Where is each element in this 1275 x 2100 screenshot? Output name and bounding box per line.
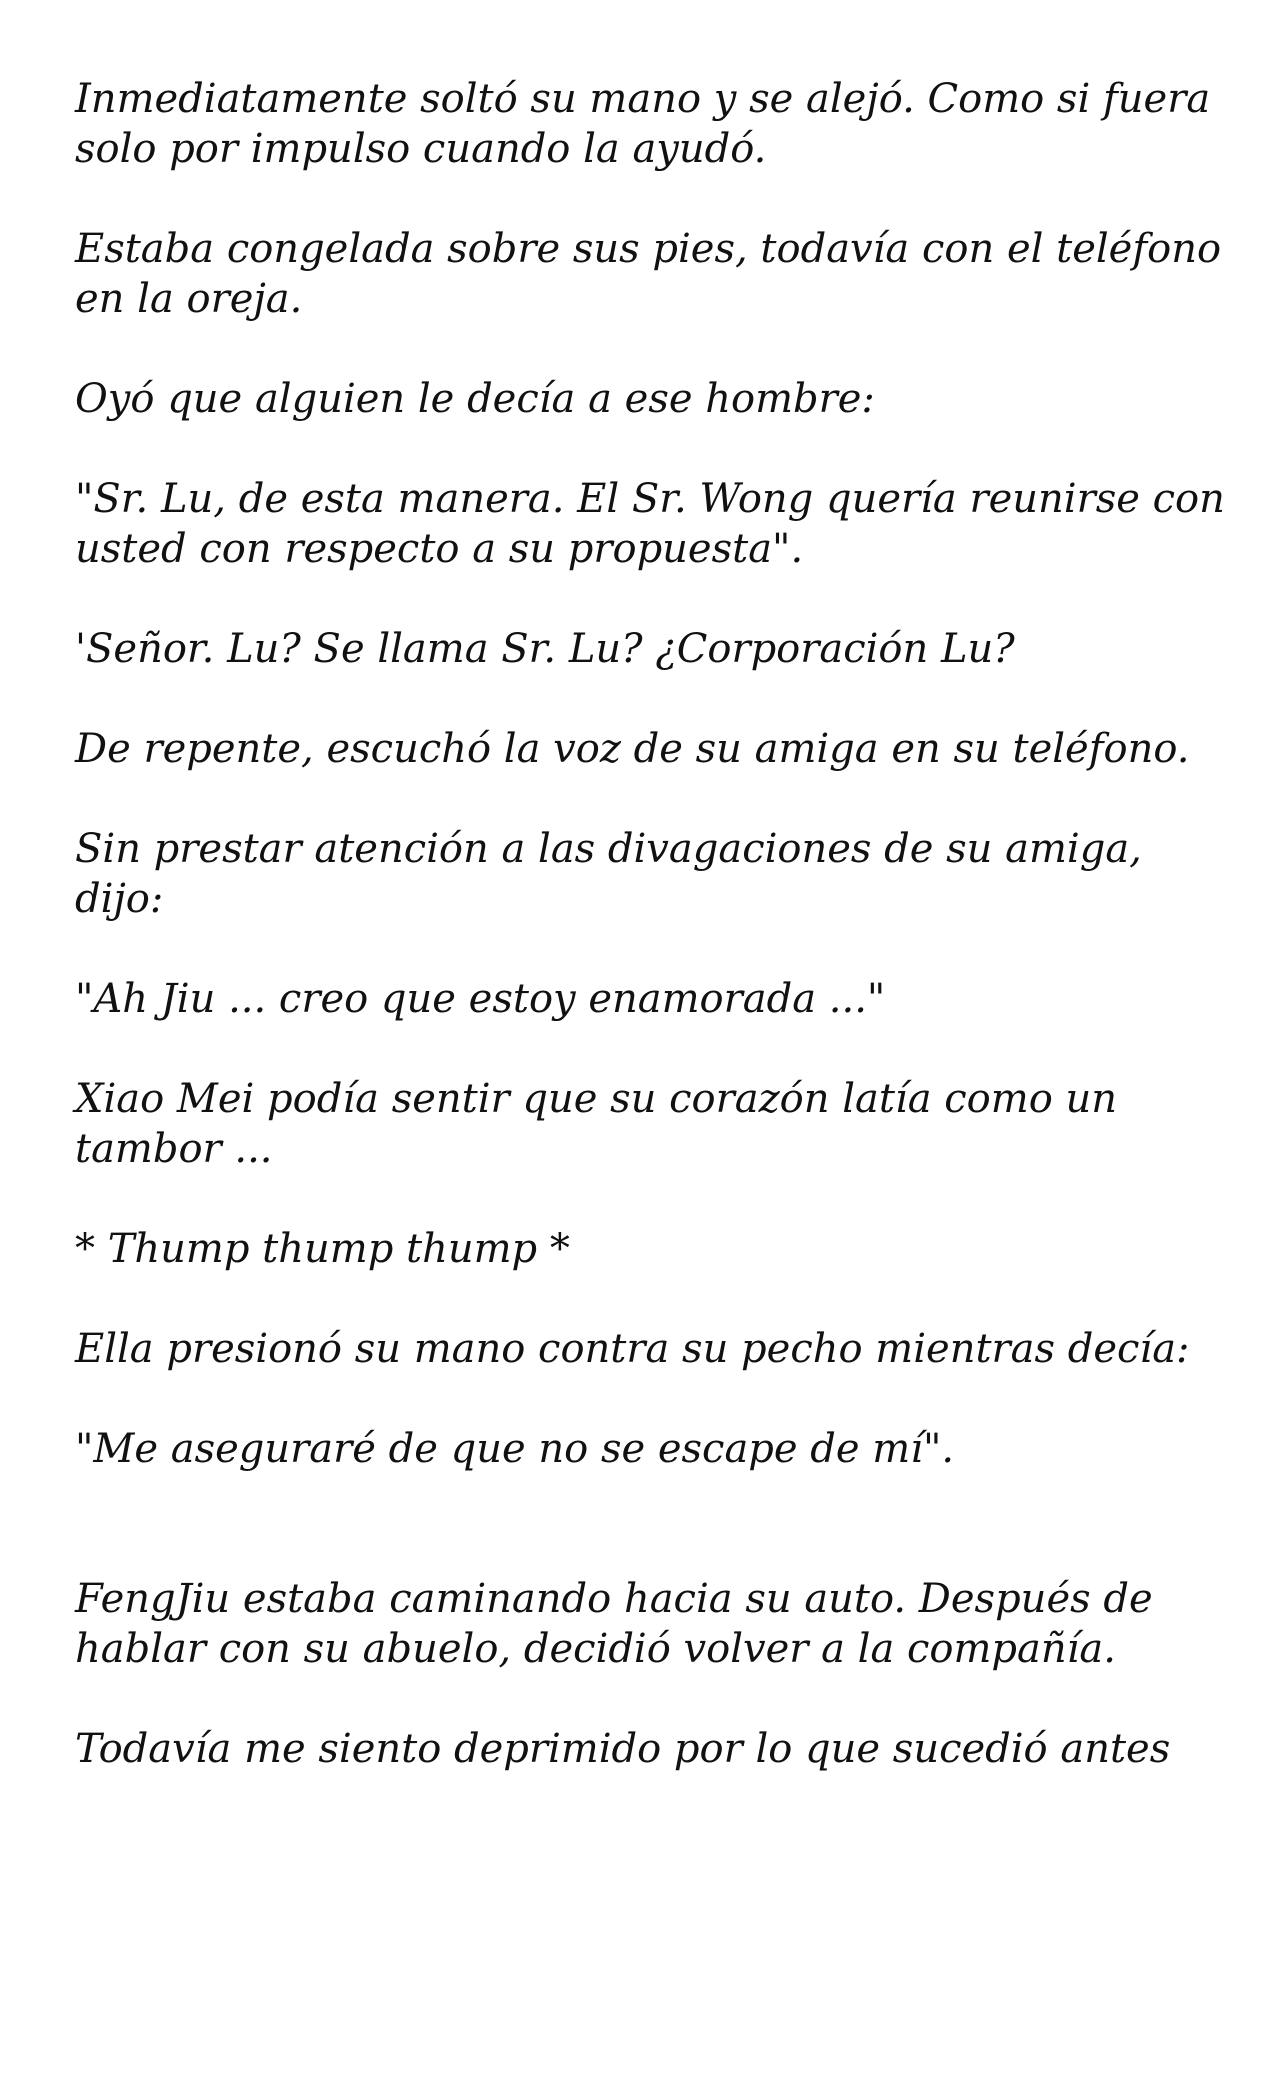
paragraph-12: "Me aseguraré de que no se escape de mí". [75, 1426, 955, 1472]
paragraph-10: * Thump thump thump * [75, 1226, 570, 1272]
paragraph-2: Estaba congelada sobre sus pies, todavía con el teléfono en la oreja. [75, 226, 1222, 322]
paragraph-4: "Sr. Lu, de esta manera. El Sr. Wong quería reunirse con usted con respecto a su propuesta". [75, 476, 1225, 572]
paragraph-9: Xiao Mei podía sentir que su corazón latía como un tambor ... [75, 1076, 1118, 1172]
paragraph-5: 'Señor. Lu? Se llama Sr. Lu? ¿Corporación Lu? [75, 626, 1015, 672]
paragraph-8: "Ah Jiu ... creo que estoy enamorada ..." [75, 976, 886, 1022]
paragraph-3: Oyó que alguien le decía a ese hombre: [75, 376, 875, 422]
paragraph-14: Todavía me siento deprimido por lo que sucedió antes [75, 1726, 1171, 1772]
paragraph-13: FengJiu estaba caminando hacia su auto. Después de hablar con su abuelo, decidió volver a la compañía. [75, 1576, 1153, 1672]
paragraph-1: Inmediatamente soltó su mano y se alejó. Como si fuera solo por impulso cuando la ayudó. [75, 76, 1211, 172]
paragraph-7: Sin prestar atención a las divagaciones de su amiga, dijo: [75, 826, 1142, 922]
paragraph-11: Ella presionó su mano contra su pecho mientras decía: [75, 1326, 1190, 1372]
paragraph-6: De repente, escuchó la voz de su amiga en su teléfono. [75, 726, 1190, 772]
